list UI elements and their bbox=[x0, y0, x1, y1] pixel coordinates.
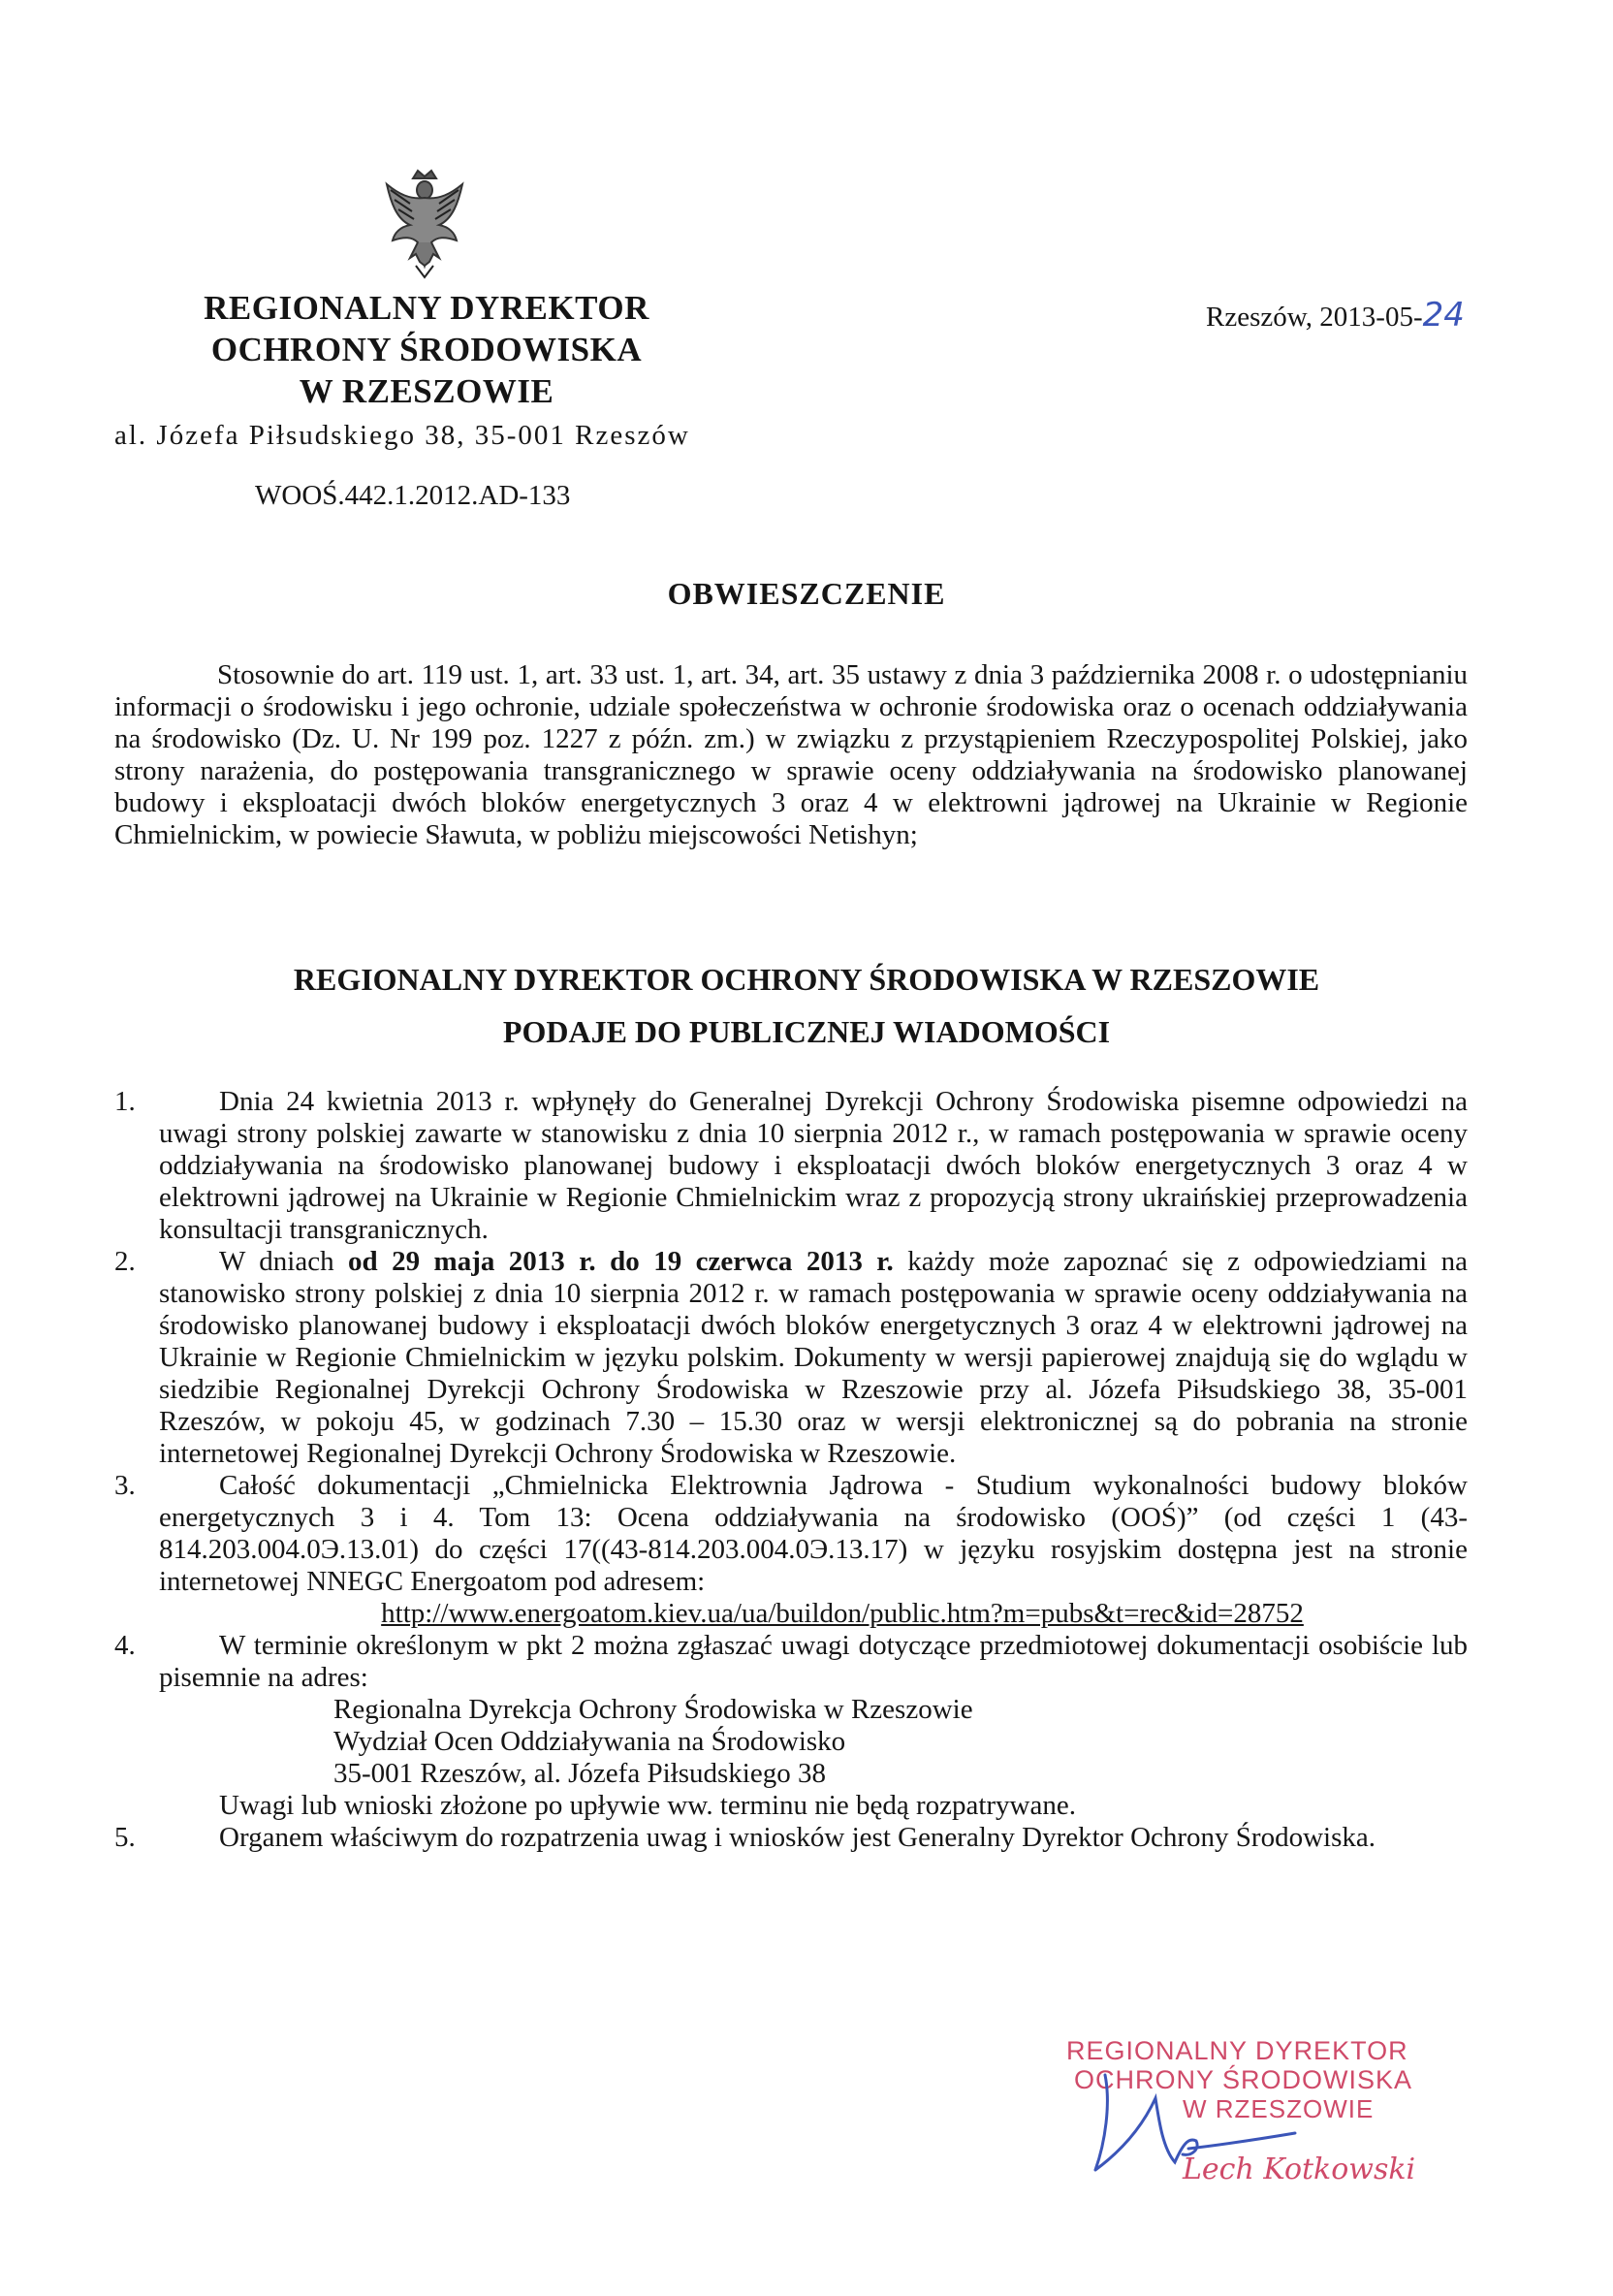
item-text-start: W dniach bbox=[219, 1246, 349, 1277]
date-printed: Rzeszów, 2013-05- bbox=[1206, 302, 1423, 333]
intro-paragraph: Stosownie do art. 119 ust. 1, art. 33 ust. 1, art. 34, art. 35 ustawy z dnia 3 października 2008 r. o udostępnianiu informacji o środowisku i jego ochronie, udziale społeczeństwa w ochronie środowiska oraz o ocenach oddziaływania na środowisko (Dz. U. Nr 199 poz. 1227 z późn. zm.) w związku z przystąpieniem Rzeczypospolitej Polskiej, jako strony narażenia, do postępowania transgranicznego w sprawie oceny oddziaływania na środowisko planowanej budowy i eksploatacji dwóch bloków energetycznych 3 oraz 4 w elektrowni jądrowej na Ukrainie w Regionie Chmielnickim, w powiecie Sławuta, w pobliżu miejscowości Netishyn; bbox=[114, 659, 1468, 850]
polish-eagle-emblem-icon bbox=[381, 165, 468, 281]
office-line-1: REGIONALNY DYREKTOR bbox=[204, 289, 649, 327]
item-number: 2. bbox=[114, 1246, 136, 1277]
numbered-list bbox=[114, 1086, 1468, 1854]
date-handwritten-day: 24 bbox=[1422, 296, 1465, 335]
energoatom-link[interactable]: http://www.energoatom.kiev.ua/ua/buildon/public.htm?m=pubs&t=rec&id=28752 bbox=[381, 1598, 1304, 1629]
item-text: Organem właściwym do rozpatrzenia uwag i wniosków jest Generalny Dyrektor Ochrony Środowiska. bbox=[219, 1822, 1376, 1853]
list-item bbox=[114, 1246, 1468, 1470]
mailing-address-line-3: 35-001 Rzeszów, al. Józefa Piłsudskiego 38 bbox=[333, 1758, 826, 1789]
stamp-line-3: W RZESZOWIE bbox=[1183, 2094, 1375, 2123]
item-number: 3. bbox=[114, 1470, 136, 1501]
item-text: Dnia 24 kwietnia 2013 r. wpłynęły do Generalnej Dyrekcji Ochrony Środowiska pisemne odpowiedzi na uwagi strony polskiej zawarte w stanowisku z dnia 10 sierpnia 2012 r., w ramach postępowania w sprawie oceny oddziaływania na środowisko planowanej budowy i eksploatacji dwóch bloków energetycznych 3 oraz 4 w elektrowni jądrowej na Ukrainie w Regionie Chmielnickim wraz z propozycją strony ukraińskiej przeprowadzenia konsultacji transgranicznych. bbox=[159, 1086, 1468, 1245]
item-text: W terminie określonym w pkt 2 można zgłaszać uwagi dotyczące przedmiotowej dokumentacji osobiście lub pisemnie na adres: bbox=[159, 1630, 1468, 1693]
mailing-address-line-2: Wydział Ocen Oddziaływania na Środowisko bbox=[333, 1726, 846, 1757]
item-text-rest: każdy może zapoznać się z odpowiedziami na stanowisko strony polskiej z dnia 10 sierpnia 2012 r. w ramach postępowania w sprawie oceny oddziaływania na środowisko planowanej budowy i eksploatacji dwóch bloków energetycznych 3 oraz 4 w elektrowni jądrowej na Ukrainie w Regionie Chmielnickim w języku polskim. Dokumenty w wersji papierowej znajdują się do wglądu w siedzibie Regionalnej Dyrekcji Ochrony Środowiska w Rzeszowie przy al. Józefa Piłsudskiego 38, 35-001 Rzeszów, w pokoju 45, w godzinach 7.30 – 15.30 oraz w wersji elektronicznej są do pobrania na stronie internetowej Regionalnej Dyrekcji Ochrony Środowiska w Rzeszowie. bbox=[159, 1246, 1468, 1469]
late-submission-note: Uwagi lub wnioski złożone po upływie ww. terminu nie będą rozpatrywane. bbox=[219, 1790, 1076, 1821]
list-item bbox=[114, 1086, 1468, 1246]
announcement-heading-2: PODAJE DO PUBLICZNEJ WIADOMOŚCI bbox=[502, 1014, 1111, 1049]
office-line-2: OCHRONY ŚRODOWISKA bbox=[210, 331, 643, 368]
list-item bbox=[114, 1470, 1468, 1630]
reference-number: WOOŚ.442.1.2012.AD-133 bbox=[255, 480, 571, 511]
document-title: OBWIESZCZENIE bbox=[667, 576, 946, 611]
stamp-line-1: REGIONALNY DYREKTOR bbox=[1066, 2036, 1408, 2065]
item-number: 4. bbox=[114, 1630, 136, 1661]
list-item bbox=[114, 1630, 1468, 1822]
item-number: 5. bbox=[114, 1822, 136, 1853]
issuing-office bbox=[145, 287, 708, 412]
place-date bbox=[1206, 296, 1465, 335]
mailing-address-line-1: Regionalna Dyrekcja Ochrony Środowiska w Rzeszowie bbox=[333, 1694, 973, 1725]
list-item bbox=[114, 1822, 1468, 1854]
item-text: Całość dokumentacji „Chmielnicka Elektrownia Jądrowa - Studium wykonalności budowy bloków energetycznych 3 i 4. Tom 13: Ocena oddziaływania na środowisko (OOŚ)” (od części 1 (43-814.203.004.0Э.13.01) do części 17((43-814.203.004.0Э.13.17) w języku rosyjskim dostępna jest na stronie internetowej NNEGC Energoatom pod adresem: bbox=[159, 1470, 1468, 1597]
consultation-period: od 29 maja 2013 r. do 19 czerwca 2013 r. bbox=[348, 1246, 894, 1277]
office-line-3: W RZESZOWIE bbox=[299, 372, 554, 410]
item-text bbox=[159, 1246, 1468, 1470]
announcement-heading-1: REGIONALNY DYREKTOR OCHRONY ŚRODOWISKA W RZESZOWIE bbox=[293, 962, 1320, 997]
stamp-line-2: OCHRONY ŚRODOWISKA bbox=[1074, 2065, 1413, 2094]
office-address: al. Józefa Piłsudskiego 38, 35-001 Rzeszów bbox=[114, 420, 690, 451]
signer-name: Lech Kotkowski bbox=[1183, 2152, 1416, 2186]
item-number: 1. bbox=[114, 1086, 136, 1117]
handwritten-signature-icon bbox=[1066, 2056, 1299, 2182]
